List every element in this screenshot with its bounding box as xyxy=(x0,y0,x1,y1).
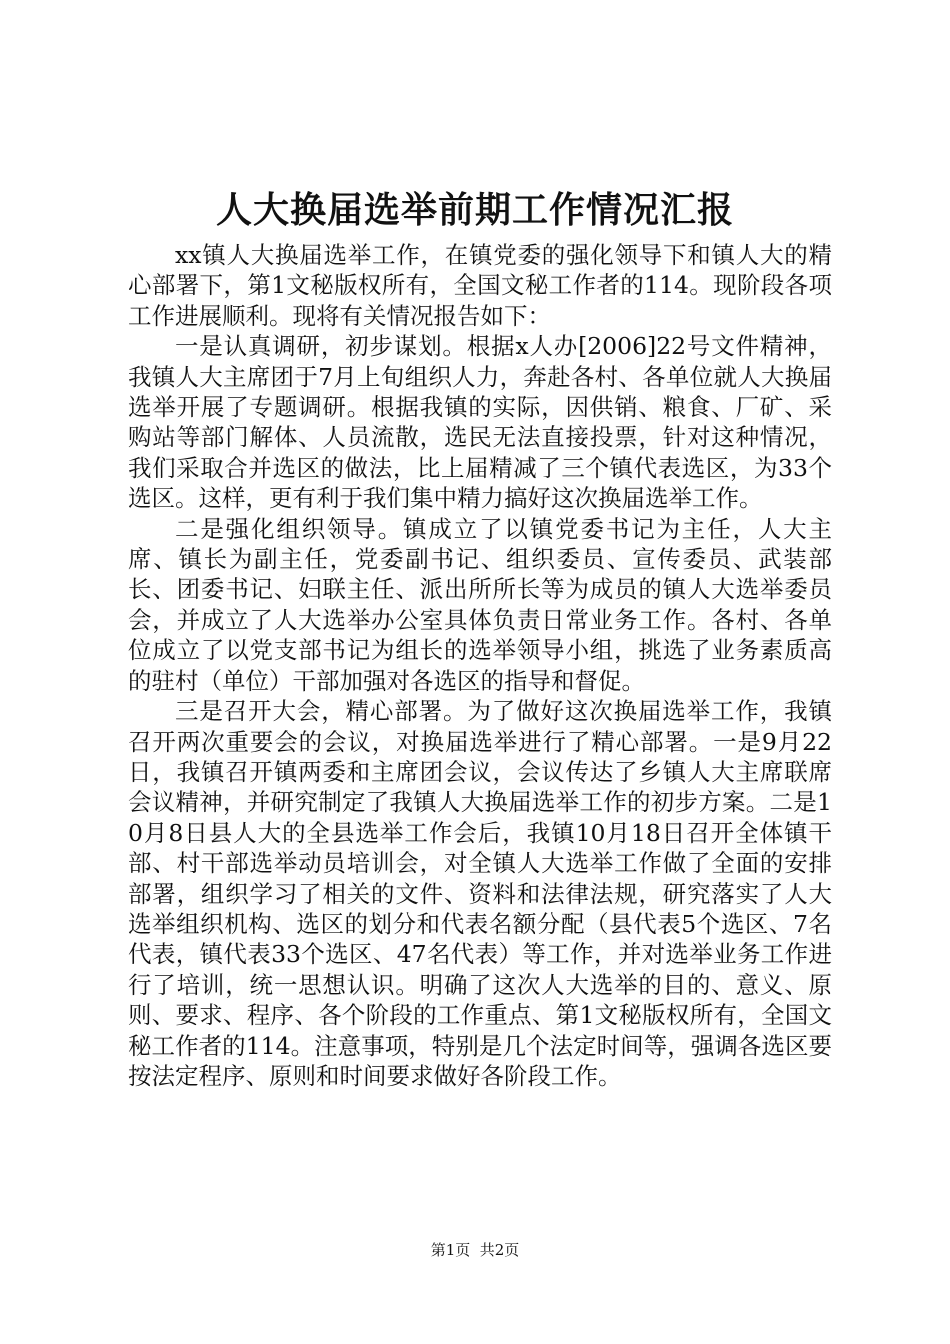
paragraph-meetings: 三是召开大会，精心部署。为了做好这次换届选举工作，我镇召开两次重要会的会议，对换届选举进行了精心部署。一是9月22日，我镇召开镇两委和主席团会议，会议传达了乡镇人大主席联席会议精神，并研究制定了我镇人大换届选举工作的初步方案。二是10月8日县人大的全县选举工作会后，我镇10月18日召开全体镇干部、村干部选举动员培训会，对全镇人大选举工作做了全面的安排部署，组织学习了相关的文件、资料和法律法规，研究落实了人大选举组织机构、选区的划分和代表名额分配（县代表5个选区、7名代表，镇代表33个选区、47名代表）等工作，并对选举业务工作进行了培训，统一思想认识。明确了这次人大选举的目的、意义、原则、要求、程序、各个阶段的工作重点、第1文秘版权所有，全国文秘工作者的114。注意事项，特别是几个法定时间等，强调各选区要按法定程序、原则和时间要求做好各阶段工作。 xyxy=(128,697,832,1090)
paragraph-research: 一是认真调研，初步谋划。根据x人办[2006]22号文件精神，我镇人大主席团于7月上旬组织人力，奔赴各村、各单位就人大换届选举开展了专题调研。根据我镇的实际，因供销、粮食、厂矿、采购站等部门解体、人员流散，选民无法直接投票，针对这种情况，我们采取合并选区的做法，比上届精减了三个镇代表选区，为33个选区。这样，更有利于我们集中精力搞好这次换届选举工作。 xyxy=(128,332,832,513)
paragraph-organization: 二是强化组织领导。镇成立了以镇党委书记为主任，人大主席、镇长为副主任，党委副书记、组织委员、宣传委员、武装部长、团委书记、妇联主任、派出所所长等为成员的镇人大选举委员会，并成立了人大选举办公室具体负责日常业务工作。各村、各单位成立了以党支部书记为组长的选举领导小组，挑选了业务素质高的驻村（单位）干部加强对各选区的指导和督促。 xyxy=(128,514,832,695)
document-title: 人大换届选举前期工作情况汇报 xyxy=(215,189,734,231)
paragraph-intro: xx镇人大换届选举工作，在镇党委的强化领导下和镇人大的精心部署下，第1文秘版权所有，全国文秘工作者的114。现阶段各项工作进展顺利。现将有关情况报告如下： xyxy=(128,241,832,330)
page-footer: 第1页 共2页 xyxy=(430,1241,520,1259)
document-body xyxy=(128,240,832,1091)
